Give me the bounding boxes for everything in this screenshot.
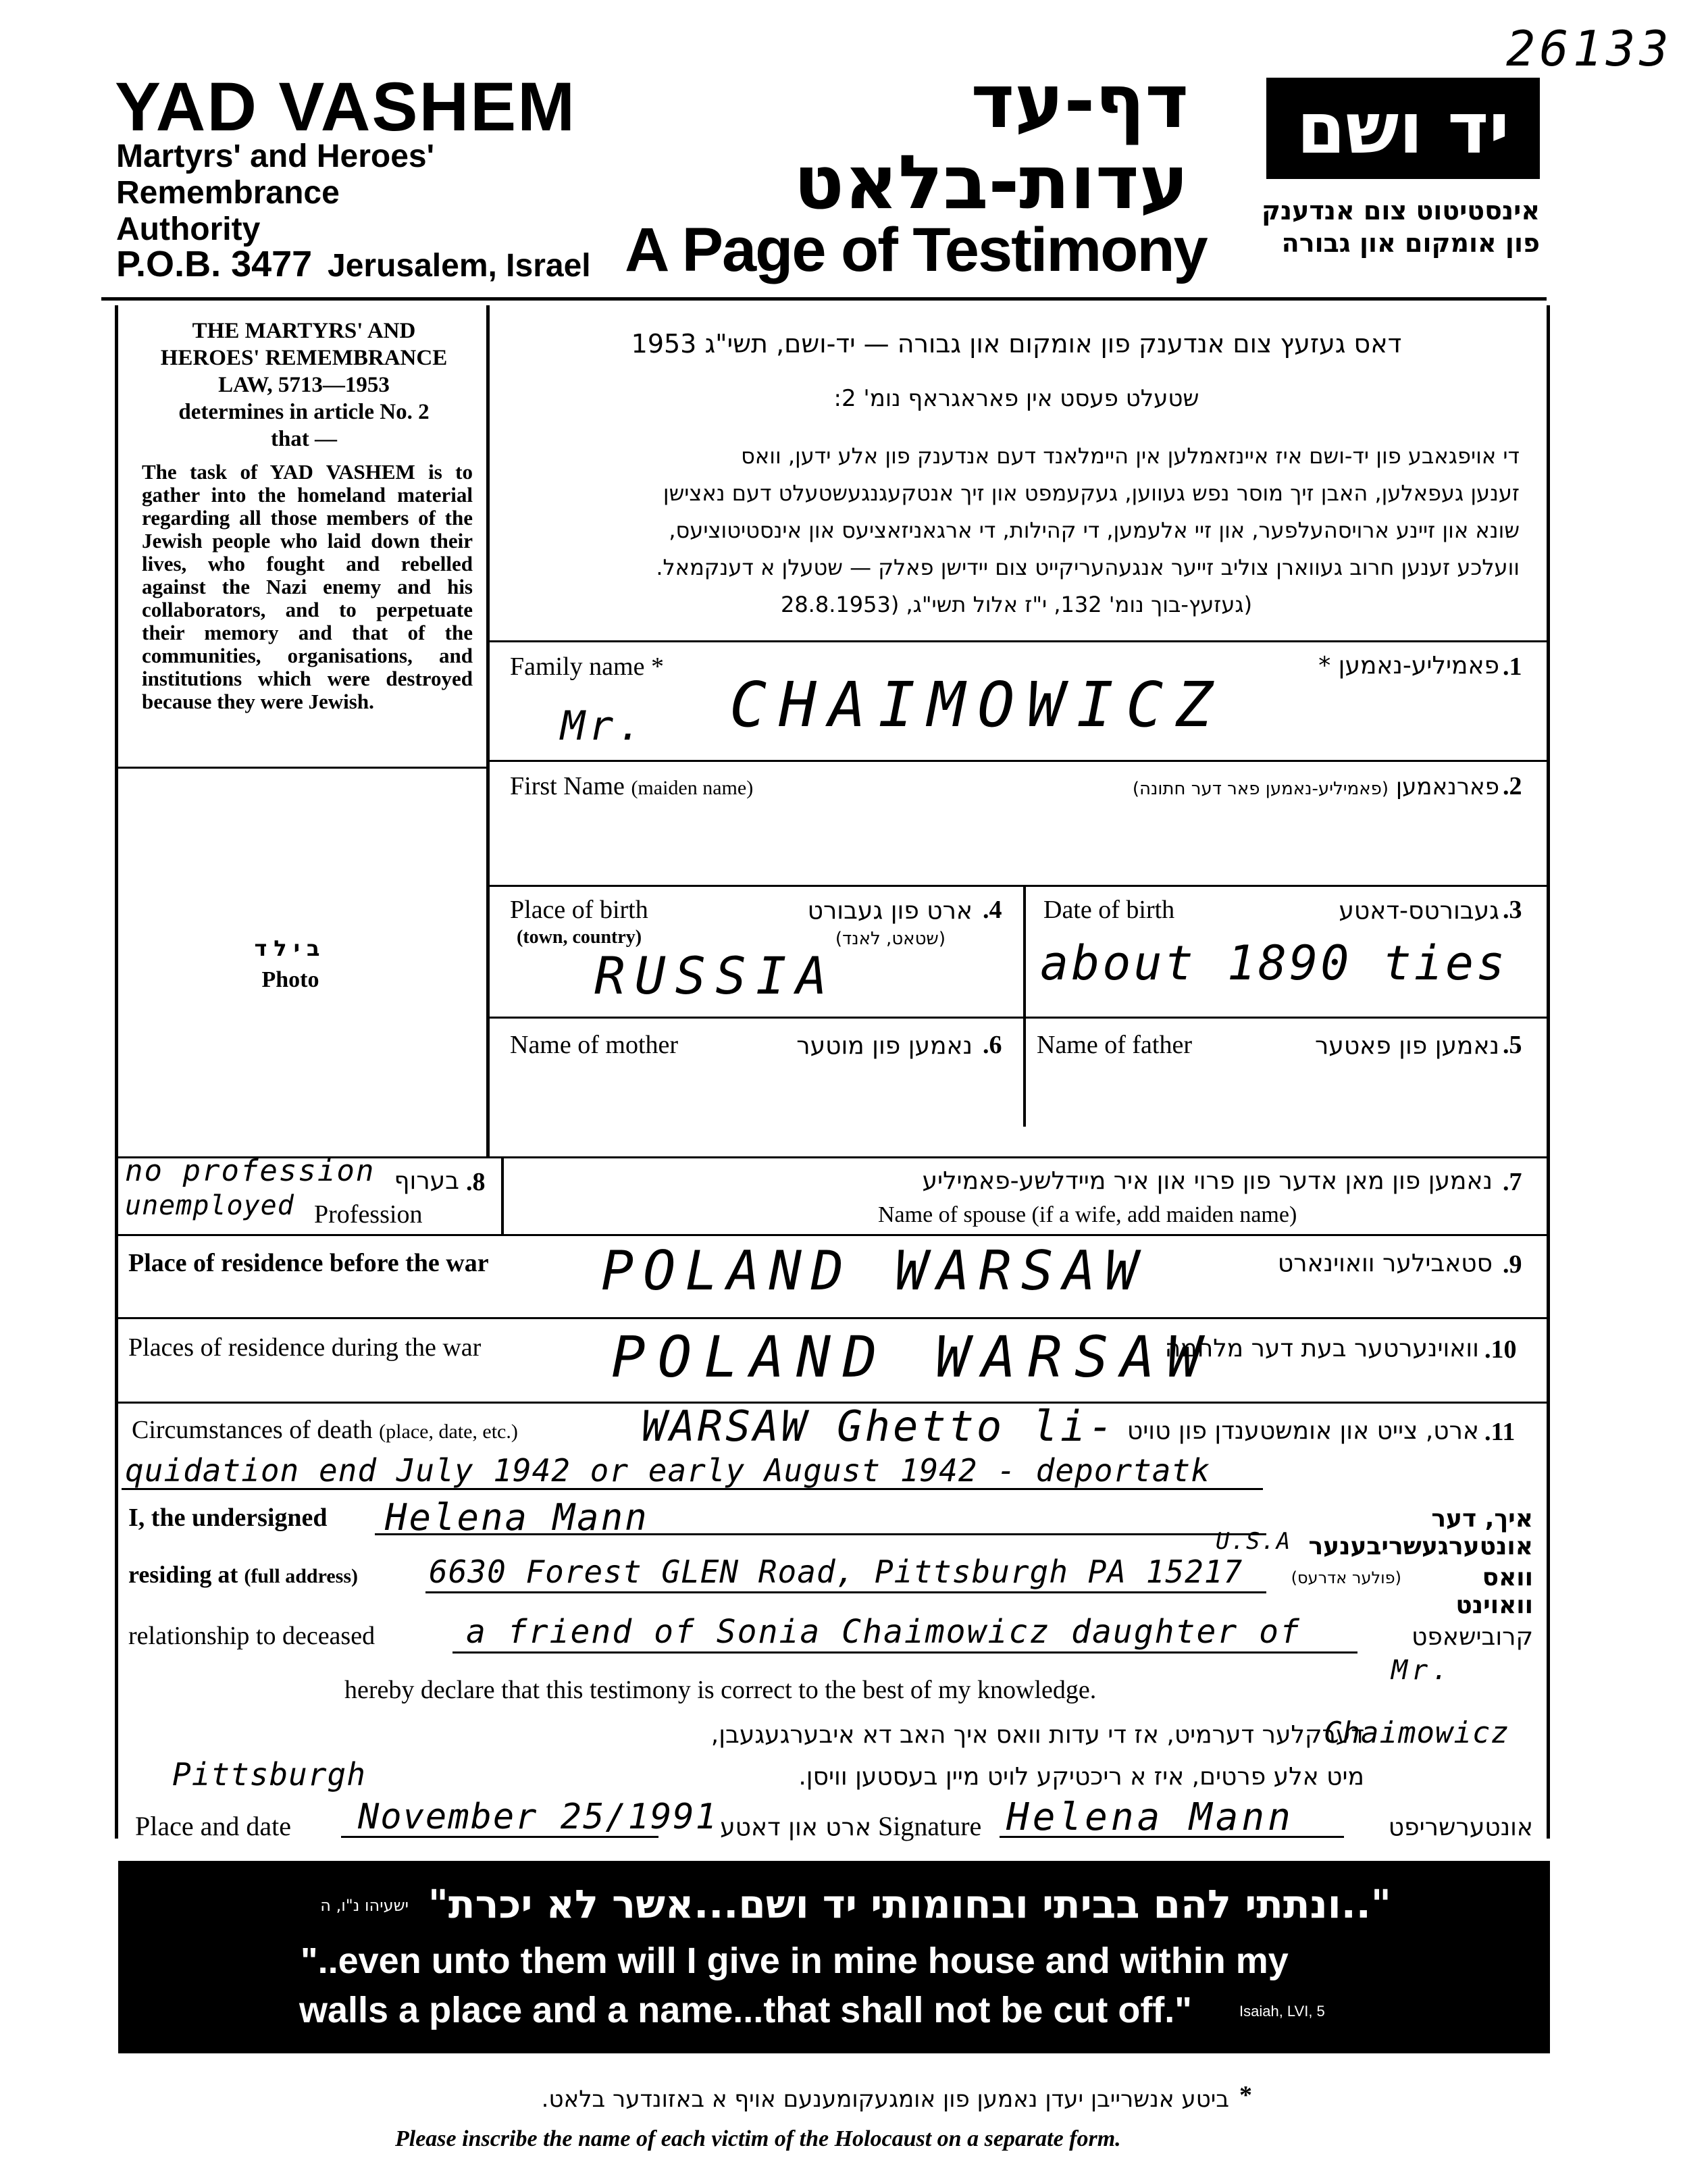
yiddish-line-3: די אויפגאבע פון יד-ושם איז איינזאמלען אין היימלאנד דעם אנדענק פון אלע ידען, וואס bbox=[741, 443, 1520, 469]
residence-during-war-value[interactable]: POLAND WARSAW bbox=[611, 1324, 1214, 1390]
logo-text: יד ושם bbox=[1297, 87, 1509, 170]
first-name-label bbox=[510, 771, 753, 801]
row10-top-rule bbox=[115, 1317, 1550, 1319]
circumstances-label-text: Circumstances of death bbox=[132, 1416, 373, 1444]
field11-number: .11 bbox=[1484, 1418, 1516, 1446]
date-of-birth-label: Date of birth bbox=[1043, 896, 1175, 924]
father-name-label-hebrew: נאמען פון פאטער bbox=[1314, 1032, 1499, 1060]
declaration-hebrew-2: מיט אלע פרטים, איז א ריכטיקע לויט מיין בעסטען וויסן. bbox=[798, 1763, 1364, 1791]
field7-number: .7 bbox=[1503, 1168, 1522, 1196]
declaration-hebrew-1: דערקלער דערמיט, אז די עדות וואס איך האב דא איבערגעגעבן, bbox=[710, 1721, 1364, 1749]
mother-name-label-hebrew: נאמען פון מוטער bbox=[796, 1032, 973, 1060]
relationship-value[interactable]: a friend of Sonia Chaimowicz daughter of bbox=[466, 1613, 1301, 1651]
circumstances-value-1[interactable]: WARSAW Ghetto li- bbox=[642, 1402, 1116, 1451]
law-line-5: that — bbox=[270, 427, 338, 451]
signature-label-hebrew: אונטערשריפט bbox=[1388, 1814, 1533, 1841]
law-title-3: LAW, 5713—1953 bbox=[218, 373, 390, 397]
yiddish-line-7: (געזעץ-בוך נומ' 132, י"ז אלול תשי"ג, (28.8.1953 bbox=[780, 592, 1253, 617]
yiddish-law-subtitle: שטעלט פעסט אין פאראגראף נומ' 2: bbox=[833, 385, 1199, 412]
field8-number: .8 bbox=[466, 1168, 486, 1196]
banner-hebrew-quote: "..ונתתי להם בביתי ובחומותי יד ושם...אשר לא יכרת" bbox=[428, 1881, 1391, 1927]
hebrew-title-1: דף-עד bbox=[971, 58, 1189, 145]
first-name-label-text: First Name bbox=[510, 772, 625, 800]
first-name-sublabel: (maiden name) bbox=[631, 777, 754, 799]
org-city: Jerusalem, Israel bbox=[328, 248, 591, 284]
banner-english-1: "..even unto them will I give in mine house and within my bbox=[301, 1941, 1289, 1981]
footer-english: Please inscribe the name of each victim of the Holocaust on a separate form. bbox=[395, 2126, 1121, 2151]
undersigned-value[interactable]: Helena Mann bbox=[385, 1496, 649, 1539]
field1-top-rule bbox=[490, 640, 1547, 642]
header-rule bbox=[101, 297, 1547, 301]
date-of-birth-value[interactable]: about 1890 ties bbox=[1040, 935, 1508, 991]
declaration-text: hereby declare that this testimony is correct to the best of my knowledge. bbox=[344, 1676, 1097, 1704]
residing-line bbox=[425, 1591, 1266, 1593]
date-of-birth-label-hebrew: געבורטס-דאטע bbox=[1339, 897, 1499, 925]
father-name-value[interactable] bbox=[1040, 1071, 1513, 1121]
field10-number: .10 bbox=[1484, 1335, 1517, 1364]
place-of-birth-label: Place of birth bbox=[510, 896, 648, 924]
undersigned-label: I, the undersigned bbox=[128, 1504, 328, 1532]
signature-line bbox=[1000, 1836, 1344, 1838]
place-value[interactable]: Pittsburgh bbox=[172, 1756, 366, 1793]
org-line-3: Authority bbox=[116, 211, 261, 247]
law-title-2: HEROES' REMEMBRANCE bbox=[160, 346, 448, 370]
family-name-value[interactable]: CHAIMOWICZ bbox=[729, 669, 1225, 741]
father-name-label: Name of father bbox=[1037, 1031, 1192, 1059]
residing-country[interactable]: U.S.A bbox=[1216, 1528, 1292, 1555]
row3-top-rule bbox=[490, 885, 1547, 887]
place-date-label-hebrew: ארט און דאטע bbox=[720, 1814, 871, 1841]
circumstances-sublabel: (place, date, etc.) bbox=[379, 1420, 518, 1443]
residence-before-war-value[interactable]: POLAND WARSAW bbox=[601, 1239, 1147, 1302]
relationship-line bbox=[452, 1651, 1357, 1654]
org-pob: P.O.B. 3477 bbox=[116, 244, 313, 284]
first-name-value[interactable] bbox=[554, 811, 1432, 865]
field3-number: .3 bbox=[1503, 896, 1522, 924]
residing-value[interactable]: 6630 Forest GLEN Road, Pittsburgh PA 15217 bbox=[429, 1554, 1243, 1590]
org-line-2: Remembrance bbox=[116, 175, 340, 211]
yiddish-line-4: זענען געפאלען, האבן זיך מוסר נפש געווען, געקעמפט און זיך אנטקעגנגעשטעלט דעם נאצישן bbox=[663, 480, 1520, 506]
place-date-line bbox=[341, 1836, 658, 1838]
residing-label bbox=[128, 1560, 358, 1589]
org-name: YAD VASHEM bbox=[115, 68, 577, 145]
residing-label-hebrew: וואס וואוינט bbox=[1455, 1564, 1533, 1619]
residence-before-war-label: Place of residence before the war bbox=[128, 1249, 489, 1277]
law-title-1: THE MARTYRS' AND bbox=[192, 319, 416, 343]
quote-banner bbox=[118, 1861, 1550, 2053]
family-name-label: Family name * bbox=[510, 652, 664, 681]
residence-during-war-label-hebrew: וואוינערטער בעת דער מלחמה bbox=[1164, 1335, 1479, 1362]
relationship-continued-1[interactable]: Mr. bbox=[1391, 1655, 1453, 1686]
field5-number: .5 bbox=[1503, 1031, 1522, 1059]
banner-hebrew-ref: ישעיהו נ"ו, ה bbox=[320, 1896, 409, 1915]
first-name-label-hebrew bbox=[946, 773, 1499, 800]
spouse-label-hebrew: נאמען פון מאן אדער פון פרוי און איר מיידלשע-פאמיליע bbox=[922, 1167, 1493, 1195]
field6-number: .6 bbox=[983, 1031, 1002, 1059]
photo-label-hebrew: בילד bbox=[254, 935, 327, 961]
law-box-body: The task of YAD VASHEM is to gather into the homeland material regarding all those members of the Jewish people who laid down their lives, who fought and rebelled against the Nazi enemy and his collaborators, and to perpetuate their memory and that of the communities, organisations, and institutions which were destroyed because they were Jewish. bbox=[142, 460, 473, 713]
law-line-4: determines in article No. 2 bbox=[178, 400, 430, 424]
row3-divider bbox=[1023, 887, 1026, 1127]
row9-top-rule bbox=[115, 1234, 1550, 1236]
yiddish-law-title: דאס געזעץ צום אנדענק פון אומקום און גבורה — יד-ושם, תשי"ג 1953 bbox=[631, 329, 1402, 359]
yad-vashem-logo bbox=[1266, 78, 1540, 179]
frame-left bbox=[115, 305, 118, 1839]
yiddish-line-5: שונא און זיינע ארויסהעלפער, און זיי אלעמען, די קהילות, די ארגאניזאציעס און אינסטיטוציעס, bbox=[669, 517, 1520, 543]
relationship-continued-2[interactable]: Chaimowicz bbox=[1324, 1716, 1509, 1750]
signature-value[interactable]: Helena Mann bbox=[1006, 1795, 1294, 1839]
undersigned-label-hebrew: איך, דער אונטערגעשריבענער bbox=[1308, 1505, 1533, 1560]
place-date-value[interactable]: November 25/1991 bbox=[358, 1797, 718, 1837]
yiddish-law-body bbox=[513, 438, 1520, 623]
org-description bbox=[116, 138, 434, 248]
field4-number: .4 bbox=[983, 896, 1002, 924]
footer-star: * bbox=[1239, 2081, 1252, 2109]
undersigned-line bbox=[375, 1533, 1266, 1535]
institute-line-2: פון אומקום און גבורה bbox=[1281, 228, 1540, 258]
frame-right bbox=[1547, 305, 1550, 1839]
circumstances-line bbox=[122, 1488, 1263, 1490]
mother-name-label: Name of mother bbox=[510, 1031, 679, 1059]
row4-top-rule bbox=[490, 1017, 1547, 1019]
banner-english-ref: Isaiah, LVI, 5 bbox=[1239, 2003, 1325, 2020]
residing-sub-hebrew: (פולער אדרעס) bbox=[1291, 1568, 1401, 1587]
photo-label: Photo bbox=[261, 967, 319, 992]
residing-label-text: residing at bbox=[128, 1561, 238, 1588]
page-title: A Page of Testimony bbox=[625, 215, 1207, 284]
place-of-birth-label-hebrew: ארט פון געבורט bbox=[807, 897, 973, 925]
place-of-birth-sub-hebrew: (שטאט, לאנד) bbox=[835, 929, 946, 949]
hebrew-title-2: עדות-בלאט bbox=[794, 139, 1189, 226]
profession-value-1[interactable]: no profession bbox=[125, 1154, 376, 1188]
org-line-1: Martyrs' and Heroes' bbox=[116, 138, 434, 174]
row5-divider bbox=[501, 1156, 504, 1234]
banner-english-2: walls a place and a name...that shall not be cut off." bbox=[299, 1990, 1192, 2030]
relationship-label-hebrew: קרובישאפט bbox=[1412, 1623, 1533, 1651]
archive-number: 26133 bbox=[1506, 20, 1673, 77]
relationship-label: relationship to deceased bbox=[128, 1622, 376, 1650]
first-name-heb-text: פארנאמען bbox=[1395, 773, 1499, 800]
institute-line-1: אינסטיטוט צום אנדענק bbox=[1261, 196, 1540, 226]
law-box-title bbox=[122, 317, 486, 453]
field2-number: .2 bbox=[1503, 772, 1522, 800]
place-of-birth-sublabel: (town, country) bbox=[517, 927, 642, 948]
profession-label: Profession bbox=[314, 1200, 423, 1229]
family-name-prefix[interactable]: Mr. bbox=[561, 702, 646, 750]
signature-label: Signature bbox=[878, 1811, 982, 1841]
field2-top-rule bbox=[490, 760, 1547, 762]
law-box-divider bbox=[486, 305, 490, 1158]
circumstances-label bbox=[132, 1415, 518, 1445]
residence-during-war-label: Places of residence during the war bbox=[128, 1333, 482, 1362]
place-of-birth-value[interactable]: RUSSIA bbox=[594, 946, 837, 1006]
spouse-label: Name of spouse (if a wife, add maiden name) bbox=[878, 1202, 1297, 1227]
first-name-heb-sub: (פאמיליע-נאמען פאר דער חתונה) bbox=[1132, 779, 1389, 799]
law-box-bottom bbox=[118, 767, 486, 769]
field1-number: .1 bbox=[1503, 652, 1522, 681]
family-name-label-hebrew: פאמיליע-נאמען * bbox=[1318, 652, 1499, 680]
place-date-label: Place and date bbox=[135, 1811, 291, 1841]
circumstances-label-hebrew: ארט, צייט און אומשטענדן פון טויט bbox=[1127, 1417, 1479, 1445]
field9-number: .9 bbox=[1503, 1250, 1522, 1279]
profession-label-hebrew: בערוף bbox=[394, 1167, 459, 1195]
residence-before-war-label-hebrew: סטאבילער וואוינארט bbox=[1277, 1250, 1493, 1277]
mother-name-value[interactable] bbox=[513, 1071, 1013, 1121]
circumstances-value-2[interactable]: quidation end July 1942 or early August 1942 - deportatk bbox=[125, 1452, 1210, 1489]
footer-hebrew: ביטע אנשרייבן יעדן נאמען פון אומגעקומענעם אויף א באזונדער בלאט. bbox=[541, 2086, 1229, 2113]
residing-sublabel: (full address) bbox=[244, 1565, 358, 1587]
yiddish-line-6: וועלכע זענען חרוב געווארן צוליב זייער אנגעהעריקייט צום יידישן פאלק — שטעלן א דענקמאל. bbox=[656, 555, 1520, 580]
profession-value-2[interactable]: unemployed bbox=[125, 1190, 294, 1221]
